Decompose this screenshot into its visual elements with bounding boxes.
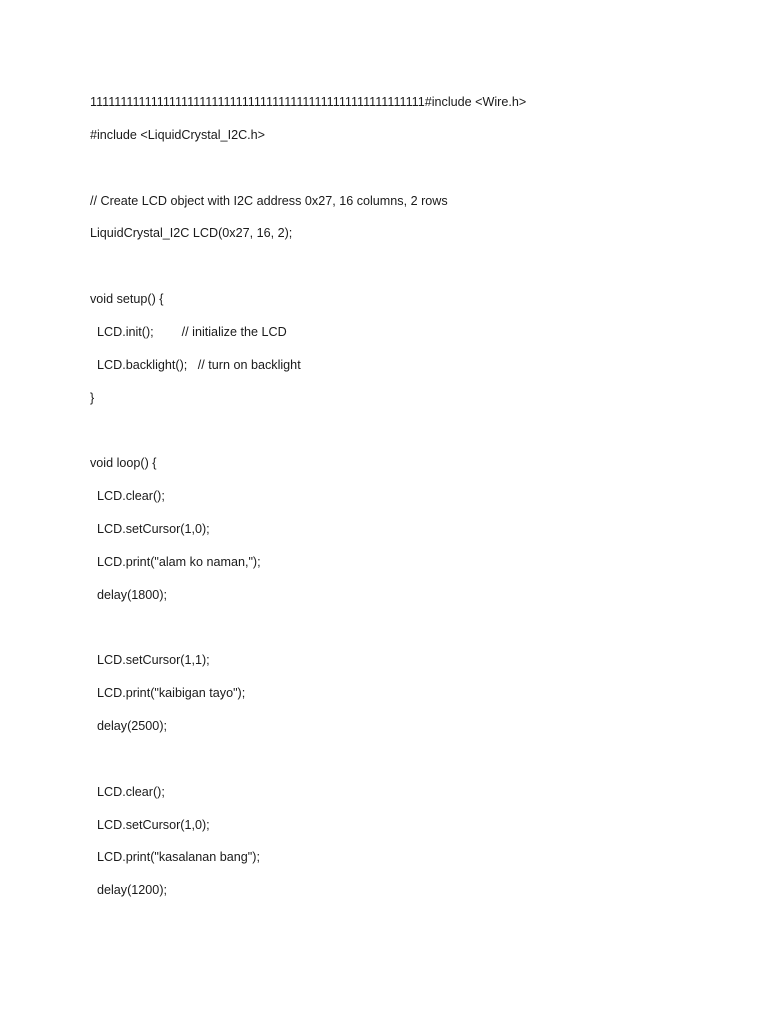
document-line-24: LCD.print("kasalanan bang"); xyxy=(90,850,260,865)
document-line-12: void loop() { xyxy=(90,456,157,471)
document-line-21 xyxy=(90,750,710,783)
document-line-9: LCD.backlight(); // turn on backlight xyxy=(90,357,301,372)
document-line-10: } xyxy=(90,390,95,405)
document-line-20: delay(2500); xyxy=(90,719,168,734)
document-line-3 xyxy=(90,159,710,192)
document-line-14: LCD.setCursor(1,0); xyxy=(90,521,210,536)
document-line-17 xyxy=(90,619,710,652)
document-line-8: LCD.init(); // initialize the LCD xyxy=(90,324,287,339)
document-line-11 xyxy=(90,421,710,454)
document-line-15: LCD.print("alam ko naman,"); xyxy=(90,554,261,569)
document-line-18: LCD.setCursor(1,1); xyxy=(90,653,210,668)
document-line-4: // Create LCD object with I2C address 0x27, 16 columns, 2 rows xyxy=(90,193,448,208)
document-line-1: 1111111111111111111111111111111111111111111111111111111#include <Wire.h> xyxy=(90,95,527,109)
document-line-23: LCD.setCursor(1,0); xyxy=(90,817,210,832)
document-line-7: void setup() { xyxy=(90,292,164,307)
document-line-16: delay(1800); xyxy=(90,587,168,602)
document-line-19: LCD.print("kaibigan tayo"); xyxy=(90,686,246,701)
document-line-22: LCD.clear(); xyxy=(90,784,165,799)
document-line-5: LiquidCrystal_I2C LCD(0x27, 16, 2); xyxy=(90,226,293,241)
document-body xyxy=(90,93,710,914)
document-line-2: #include <LiquidCrystal_I2C.h> xyxy=(90,127,266,142)
document-line-6 xyxy=(90,257,710,290)
document-line-25: delay(1200); xyxy=(90,883,168,898)
document-line-13: LCD.clear(); xyxy=(90,489,165,504)
